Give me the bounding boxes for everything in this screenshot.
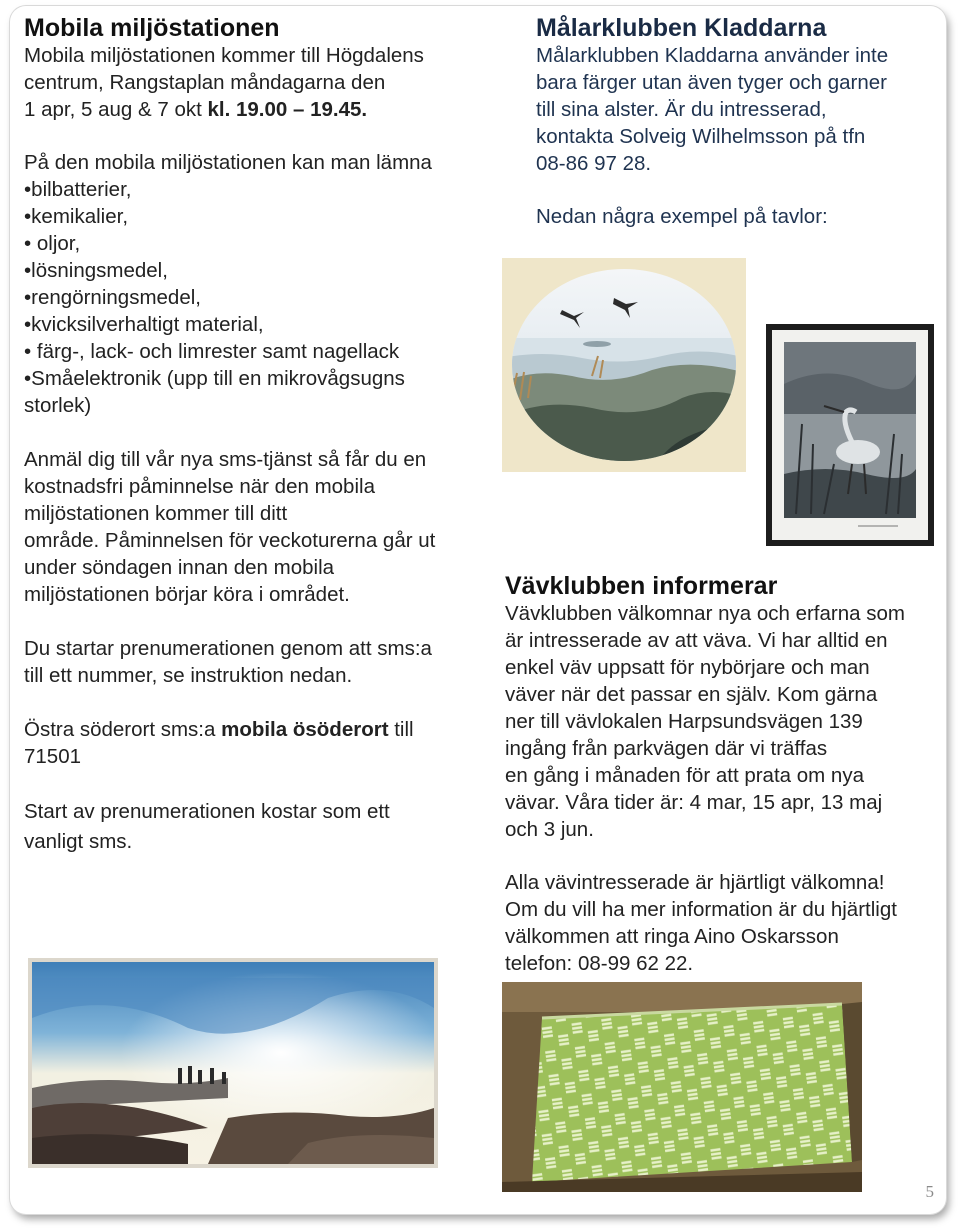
weave-line: är intresserade av att väva. Vi har alltid en (505, 629, 888, 652)
sms-line: kostnadsfri påminnelse när den mobila (24, 475, 375, 498)
painting-line: Målarklubben Kladdarna använder inte (536, 44, 889, 67)
intro-line-2: centrum, Rangstaplan måndagarna den (24, 71, 386, 94)
weave-line: och 3 jun. (505, 818, 594, 841)
welcome-line: välkommen att ringa Aino Oskarsson (505, 925, 839, 948)
section-title-malarklubben: Målarklubben Kladdarna (536, 14, 827, 42)
sms-keyword: mobila ösöderort (221, 718, 389, 741)
examples-line: Nedan några exempel på tavlor: (536, 205, 828, 228)
list-item: •kvicksilverhaltigt material, (24, 313, 264, 336)
dates-text: 1 apr, 5 aug & 7 okt (24, 98, 208, 121)
sms-line: miljöstationen börjar köra i området. (24, 583, 350, 606)
cost-line-1: Start av prenumerationen kostar som ett (24, 800, 390, 823)
weave-line: väver när det passar en själv. Kom gärna (505, 683, 878, 706)
sms-line: miljöstationen kommer till ditt (24, 502, 288, 525)
ostra-line: Östra söderort sms:a mobila ösöderort till (24, 718, 414, 741)
list-item: •Småelektronik (upp till en mikrovågsugns (24, 367, 405, 390)
painting-line: 08-86 97 28. (536, 152, 652, 175)
list-intro: På den mobila miljöstationen kan man lämna (24, 151, 432, 174)
weave-line: ingång från parkvägen där vi träffas (505, 737, 828, 760)
subscribe-line: till ett nummer, se instruktion nedan. (24, 664, 353, 687)
cost-line-2: vanligt sms. (24, 830, 133, 853)
weave-line: vävar. Våra tider är: 4 mar, 15 apr, 13 maj (505, 791, 883, 814)
intro-line-1: Mobila miljöstationen kommer till Högdalens (24, 44, 424, 67)
sms-line: område. Påminnelsen för veckoturerna går ut (24, 529, 436, 552)
list-item: • oljor, (24, 232, 81, 255)
weave-line: enkel väv uppsatt för nybörjare och man (505, 656, 870, 679)
list-item: •rengörningsmedel, (24, 286, 201, 309)
welcome-line: Alla vävintresserade är hjärtligt välkomna! (505, 871, 885, 894)
intro-line-3 (24, 96, 494, 123)
weaving-photo (502, 982, 862, 1192)
list-item: •kemikalier, (24, 205, 129, 228)
painting-heron-framed (766, 324, 934, 546)
painting-line: till sina alster. Är du intresserad, (536, 98, 827, 121)
painting-sunset-sea (28, 958, 438, 1168)
left-column (24, 14, 494, 857)
painting-birds-oval (502, 258, 746, 472)
weave-line: Vävklubben välkomnar nya och erfarna som (505, 602, 905, 625)
welcome-line: telefon: 08-99 62 22. (505, 952, 694, 975)
right-column-painting (536, 14, 936, 230)
list-item: •bilbatterier, (24, 178, 132, 201)
sms-line: under söndagen innan den mobila (24, 556, 335, 579)
sms-number: 71501 (24, 745, 82, 768)
painting-line: kontakta Solveig Wilhelmsson på tfn (536, 125, 866, 148)
time-text: kl. 19.00 – 19.45. (207, 98, 368, 121)
section-title-vavklubben: Vävklubben informerar (505, 572, 778, 600)
list-item: • färg-, lack- och limrester samt nagellack (24, 340, 400, 363)
right-column-weaving (505, 572, 945, 977)
section-title-miljostationen: Mobila miljöstationen (24, 14, 280, 42)
weave-line: en gång i månaden för att prata om nya (505, 764, 864, 787)
welcome-line: Om du vill ha mer information är du hjärtligt (505, 898, 897, 921)
list-item: storlek) (24, 394, 92, 417)
page-number: 5 (925, 1182, 934, 1201)
list-item: •lösningsmedel, (24, 259, 168, 282)
painting-line: bara färger utan även tyger och garner (536, 71, 887, 94)
weave-line: ner till vävlokalen Harpsundsvägen 139 (505, 710, 863, 733)
subscribe-line: Du startar prenumerationen genom att sms:a (24, 637, 432, 660)
sms-line: Anmäl dig till vår nya sms-tjänst så får du en (24, 448, 427, 471)
